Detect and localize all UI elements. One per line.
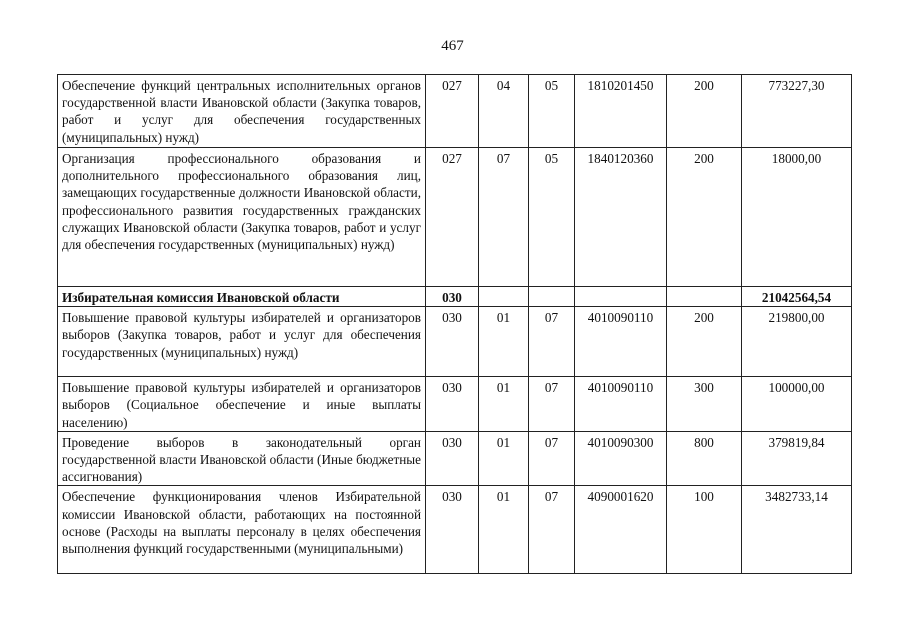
target-article-code: 4010090300	[575, 431, 667, 486]
table-row	[58, 431, 852, 486]
section-code: 01	[479, 307, 529, 377]
expense-type-code: 200	[667, 75, 742, 148]
section-code: 04	[479, 75, 529, 148]
row-description: Обеспечение функций центральных исполнительных органов государственной власти Ивановской области (Закупка товаров, работ и услуг для обеспечения государственных (муниципальных) нужд)	[58, 75, 426, 148]
row-description: Обеспечение функционирования членов Избирательной комиссии Ивановской области, работающих на постоянной основе (Расходы на выплаты персоналу в целях обеспечения выполнения функций государственными (муниципальными)	[58, 486, 426, 574]
section-code: 01	[479, 377, 529, 432]
expense-type-code: 200	[667, 148, 742, 287]
subsection-code	[529, 287, 575, 307]
amount: 100000,00	[742, 377, 852, 432]
ministry-code: 030	[426, 377, 479, 432]
subsection-code: 07	[529, 431, 575, 486]
expense-type-code: 300	[667, 377, 742, 432]
table-row-section-total	[58, 287, 852, 307]
row-description: Избирательная комиссия Ивановской области	[58, 287, 426, 307]
amount: 379819,84	[742, 431, 852, 486]
target-article-code	[575, 287, 667, 307]
table-row	[58, 148, 852, 287]
row-description: Организация профессионального образования и дополнительного профессионального образования лиц, замещающих государственные должности Ивановской области, профессионального развития государственных гражданских служащих Ивановской области (Закупка товаров, работ и услуг для обеспечения государственных (муниципальных) нужд)	[58, 148, 426, 287]
ministry-code: 030	[426, 287, 479, 307]
amount: 3482733,14	[742, 486, 852, 574]
section-code: 01	[479, 486, 529, 574]
subsection-code: 07	[529, 377, 575, 432]
row-description: Проведение выборов в законодательный орган государственной власти Ивановской области (Иные бюджетные ассигнования)	[58, 431, 426, 486]
subsection-code: 05	[529, 148, 575, 287]
subsection-code: 07	[529, 486, 575, 574]
amount: 219800,00	[742, 307, 852, 377]
table-row	[58, 307, 852, 377]
expense-type-code: 100	[667, 486, 742, 574]
expense-type-code: 800	[667, 431, 742, 486]
table-row	[58, 377, 852, 432]
budget-table	[57, 74, 852, 574]
target-article-code: 1810201450	[575, 75, 667, 148]
table-row	[58, 75, 852, 148]
section-code: 07	[479, 148, 529, 287]
row-description: Повышение правовой культуры избирателей и организаторов выборов (Закупка товаров, работ и услуг для обеспечения государственных (муниципальных) нужд)	[58, 307, 426, 377]
amount: 21042564,54	[742, 287, 852, 307]
page-number: 467	[441, 38, 464, 54]
section-code	[479, 287, 529, 307]
ministry-code: 027	[426, 75, 479, 148]
ministry-code: 030	[426, 431, 479, 486]
expense-type-code: 200	[667, 307, 742, 377]
subsection-code: 05	[529, 75, 575, 148]
expense-type-code	[667, 287, 742, 307]
ministry-code: 030	[426, 307, 479, 377]
amount: 18000,00	[742, 148, 852, 287]
amount: 773227,30	[742, 75, 852, 148]
ministry-code: 027	[426, 148, 479, 287]
target-article-code: 4010090110	[575, 377, 667, 432]
target-article-code: 4090001620	[575, 486, 667, 574]
section-code: 01	[479, 431, 529, 486]
target-article-code: 1840120360	[575, 148, 667, 287]
ministry-code: 030	[426, 486, 479, 574]
subsection-code: 07	[529, 307, 575, 377]
row-description: Повышение правовой культуры избирателей и организаторов выборов (Социальное обеспечение и иные выплаты населению)	[58, 377, 426, 432]
target-article-code: 4010090110	[575, 307, 667, 377]
table-row	[58, 486, 852, 574]
